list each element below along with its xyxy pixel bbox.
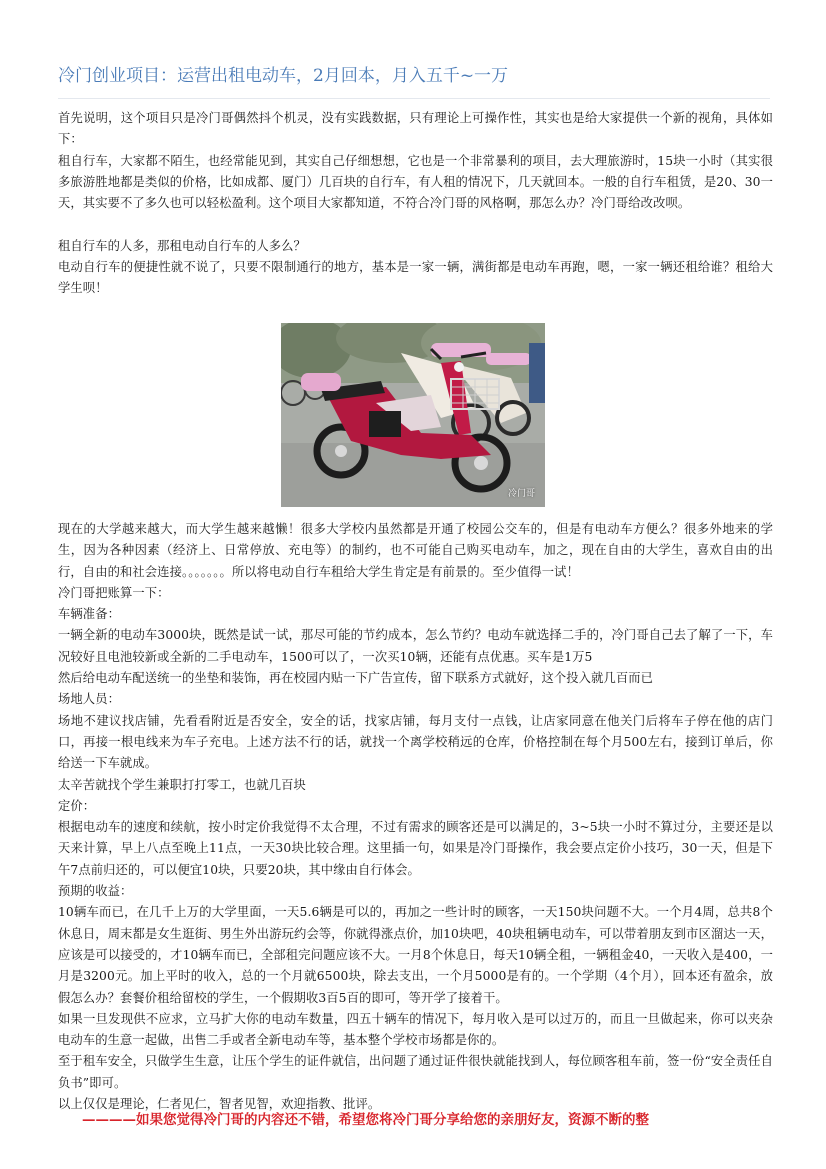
section-heading: 车辆准备： <box>58 607 120 622</box>
main-section <box>58 519 773 1115</box>
title-divider <box>58 98 770 99</box>
paragraph: 首先说明，这个项目只是冷门哥偶然抖个机灵，没有实践数据，只有理论上可操作性，其实也是给大家提供一个新的视角，具体如下： <box>58 111 773 147</box>
paragraph: 以上仅仅是理论，仁者见仁，智者见智，欢迎指教、批评。 <box>58 1097 381 1112</box>
intro-section <box>58 108 773 300</box>
page-title: 冷门创业项目：运营出租电动车，2月回本，月入五千~一万 <box>58 66 509 86</box>
photo-watermark: 冷门哥 <box>507 489 535 499</box>
footer-share-note: ————如果您觉得冷门哥的内容还不错，希望您将冷门哥分享给您的亲朋好友，资源不断的整 <box>82 1112 649 1128</box>
paragraph: 现在的大学越来越大，而大学生越来越懒！很多大学校内虽然都是开通了校园公交车的，但是有电动车方便么？很多外地来的学生，因为各种因素（经济上、日常停放、充电等）的制约，也不可能自己购买电动车，加之，现在自由的大学生，喜欢自由的出行，自由的和社会连接。。。。。。。所以将电动自行车租给大学生肯定是有前景的。至少值得一试！ <box>58 522 773 579</box>
paragraph: 然后给电动车配送统一的坐垫和装饰，再在校园内贴一下广告宣传，留下联系方式就好，这个投入就几百而已 <box>58 671 654 686</box>
paragraph: 租自行车的人多，那租电动自行车的人多么？ <box>58 238 306 253</box>
paragraph: 根据电动车的速度和续航，按小时定价我觉得不太合理，不过有需求的顾客还是可以满足的，3~5块一小时不算过分，主要还是以天来计算，早上八点至晚上11点，一天30块比较合理。这里插一句，如果是冷门哥操作，我会要点定价小技巧，30一天，但是下午7点前归还的，可以便宜10块，只要20块，其中缘由自行体会。 <box>58 820 773 877</box>
paragraph: 冷门哥把账算一下： <box>58 585 170 600</box>
paragraph: 至于租车安全，只做学生生意，让压个学生的证件就信，出问题了通过证件很快就能找到人，每位顾客租车前，签一份“安全责任自负书”即可。 <box>58 1054 773 1090</box>
section-heading: 预期的收益： <box>58 884 133 899</box>
paragraph: 10辆车而已，在几千上万的大学里面，一天5.6辆是可以的，再加之一些计时的顾客，一天150块问题不大。一个月4周，总共8个休息日，周末都是女生逛街、男生外出游玩约会等，你就得涨点价，加10块吧，40块租辆电动车，可以带着朋友到市区溜达一天，应该是可以接受的，才10辆车而已，全部租完问题应该不大。一月8个休息日，每天10辆全租，一辆租金40，一天收入是400，一月是3200元。加上平时的收入，总的一个月就6500块，除去支出，一个月5000是有的。一个学期（4个月），回本还有盈余，放假怎么办？套餐价租给留校的学生，一个假期收3百5百的即可，等开学了接着干。 <box>58 905 773 1005</box>
paragraph: 太辛苦就找个学生兼职打打零工，也就几百块 <box>58 777 306 792</box>
section-heading: 定价： <box>58 798 96 813</box>
section-heading: 场地人员： <box>58 692 120 707</box>
paragraph: 电动自行车的便捷性就不说了，只要不限制通行的地方，基本是一家一辆，满街都是电动车再跑，嗯，一家一辆还租给谁？租给大学生呗！ <box>58 260 773 296</box>
paragraph: 租自行车，大家都不陌生，也经常能见到，其实自己仔细想想，它也是一个非常暴利的项目，去大理旅游时，15块一小时（其实很多旅游胜地都是类似的价格，比如成都、厦门）几百块的自行车，有人租的情况下，几天就回本。一般的自行车租赁，是20、30一天，其实要不了多久也可以轻松盈利。这个项目大家都知道，不符合冷门哥的风格啊，那怎么办？冷门哥给改改呗。 <box>58 153 773 211</box>
paragraph: 一辆全新的电动车3000块，既然是试一试，那尽可能的节约成本，怎么节约？电动车就选择二手的，冷门哥自己去了解了一下，车况较好且电池较新或全新的二手电动车，1500可以了，一次买10辆，还能有点优惠。买车是1万5 <box>58 628 773 664</box>
electric-bike-illustration <box>281 323 545 507</box>
electric-bike-photo <box>281 323 545 507</box>
blank-line <box>58 214 773 235</box>
paragraph: 场地不建议找店铺，先看看附近是否安全，安全的话，找家店铺，每月支付一点钱，让店家同意在他关门后将车子停在他的店门口，再接一根电线来为车子充电。上述方法不行的话，就找一个离学校稍远的仓库，价格控制在每个月500左右，接到订单后，你给送一下车就成。 <box>58 713 773 771</box>
paragraph: 如果一旦发现供不应求，立马扩大你的电动车数量，四五十辆车的情况下，每月收入是可以过万的，而且一旦做起来，你可以夹杂电动车的生意一起做，出售二手或者全新电动车等，基本整个学校市场都是你的。 <box>58 1011 773 1048</box>
